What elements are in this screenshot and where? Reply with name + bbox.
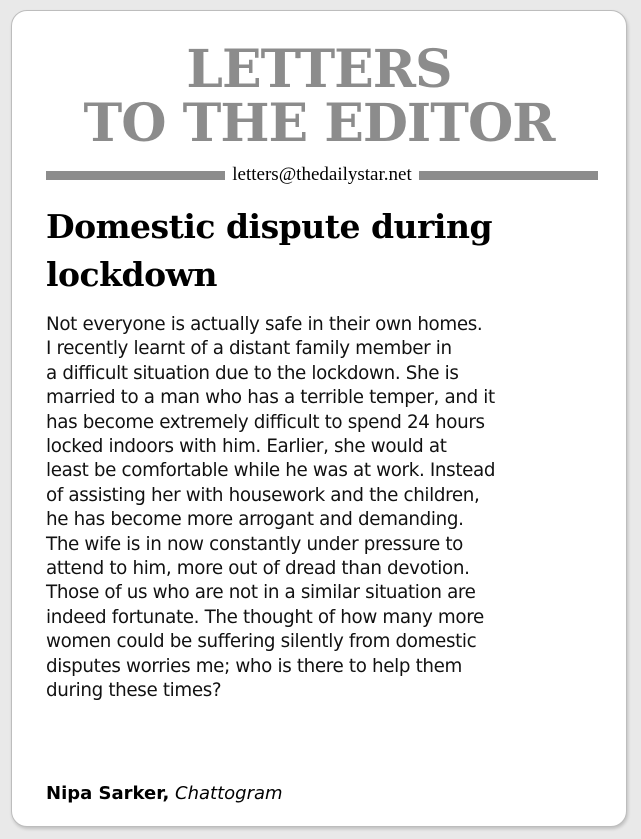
body-line: women could be suffering silently from domestic <box>46 631 477 653</box>
body-line: of assisting her with housework and the children, <box>46 484 480 506</box>
body-line: he has become more arrogant and demanding. <box>46 509 464 531</box>
divider-rule-left <box>46 171 225 180</box>
body-line: I recently learnt of a distant family member in <box>46 338 452 360</box>
body-line: locked indoors with him. Earlier, she would at <box>46 436 447 458</box>
masthead-line-1: LETTERS <box>186 39 452 100</box>
author-name: Nipa Sarker, <box>46 783 170 804</box>
body-line: attend to him, more out of dread than devotion. <box>46 558 470 580</box>
email-divider <box>46 164 598 186</box>
body-line: indeed fortunate. The thought of how many more <box>46 606 484 628</box>
body-line: Not everyone is actually safe in their own homes. <box>46 314 483 335</box>
letter-headline <box>46 203 606 299</box>
letter-signature <box>46 782 283 806</box>
headline-line: lockdown <box>46 255 217 294</box>
body-line: least be comfortable while he was at work. Instead <box>46 460 496 482</box>
author-location: Chattogram <box>175 783 283 804</box>
body-line: a difficult situation due to the lockdown. She is <box>46 362 459 384</box>
body-line: The wife is in now constantly under pressure to <box>46 533 463 555</box>
body-line: married to a man who has a terrible temper, and it <box>46 387 495 409</box>
section-masthead <box>12 39 626 154</box>
letter-body <box>46 313 606 704</box>
body-line: disputes worries me; who is there to help them <box>46 655 463 677</box>
body-line: during these times? <box>46 680 222 702</box>
letter-card <box>11 10 627 827</box>
body-line: Those of us who are not in a similar situation are <box>46 582 476 604</box>
masthead-line-2: TO THE EDITOR <box>83 93 555 154</box>
headline-line: Domestic dispute during <box>46 207 493 246</box>
body-line: has become extremely difficult to spend 24 hours <box>46 411 485 433</box>
divider-rule-right <box>419 171 598 180</box>
editor-email: letters@thedailystar.net <box>232 164 412 185</box>
